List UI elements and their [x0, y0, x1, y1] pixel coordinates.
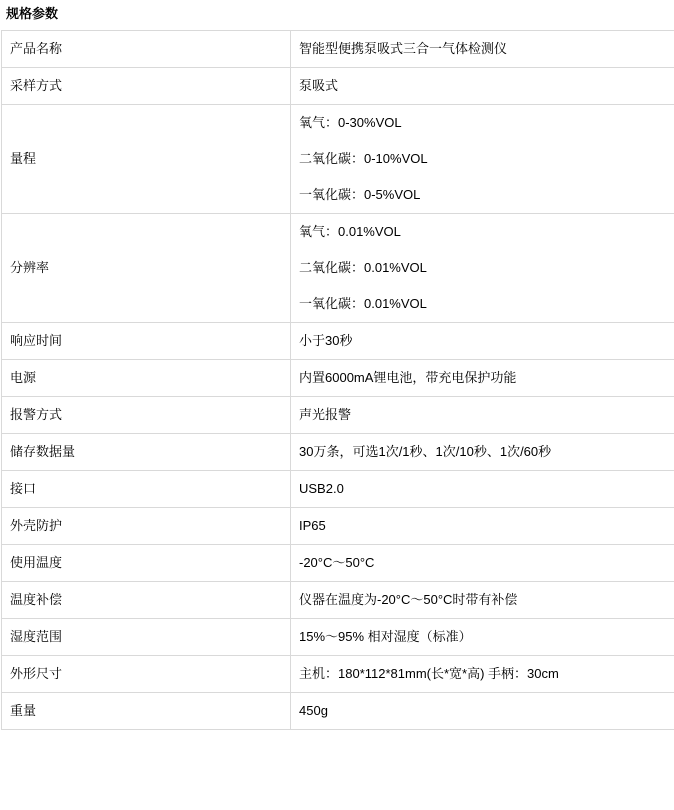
table-row	[2, 323, 674, 360]
table-row	[2, 619, 674, 656]
table-row	[2, 434, 674, 471]
table-row	[2, 656, 674, 693]
row-value	[291, 105, 674, 214]
row-value: IP65	[291, 508, 674, 545]
row-label: 湿度范围	[2, 619, 291, 656]
row-label: 外壳防护	[2, 508, 291, 545]
row-label: 响应时间	[2, 323, 291, 360]
row-value: 15%～95% 相对湿度（标准）	[291, 619, 674, 656]
page-title: 规格参数	[6, 6, 59, 21]
row-value: 内置6000mA锂电池，带充电保护功能	[291, 360, 674, 397]
row-value	[291, 214, 674, 323]
row-value-line: 二氧化碳：0-10%VOL	[299, 151, 428, 166]
table-row	[2, 105, 674, 214]
row-value: 主机：180*112*81mm(长*宽*高) 手柄：30cm	[291, 656, 674, 693]
table-row	[2, 31, 674, 68]
table-row	[2, 582, 674, 619]
row-value-line: 氧气：0.01%VOL	[299, 224, 401, 239]
row-label: 电源	[2, 360, 291, 397]
row-value: 声光报警	[291, 397, 674, 434]
table-row	[2, 214, 674, 323]
row-label: 温度补偿	[2, 582, 291, 619]
row-label: 量程	[2, 105, 291, 214]
table-row	[2, 693, 674, 730]
row-label: 重量	[2, 693, 291, 730]
row-label: 外形尺寸	[2, 656, 291, 693]
row-value: 小于30秒	[291, 323, 674, 360]
table-row	[2, 360, 674, 397]
row-label: 使用温度	[2, 545, 291, 582]
row-label: 接口	[2, 471, 291, 508]
row-value: -20°C～50°C	[291, 545, 674, 582]
row-value-line: 氧气：0-30%VOL	[299, 115, 402, 130]
table-row	[2, 68, 674, 105]
row-value-line: 一氧化碳：0.01%VOL	[299, 296, 427, 311]
row-value: 智能型便携泵吸式三合一气体检测仪	[291, 31, 674, 68]
table-row	[2, 545, 674, 582]
row-value: 30万条，可选1次/1秒、1次/10秒、1次/60秒	[291, 434, 674, 471]
table-row	[2, 397, 674, 434]
row-label: 产品名称	[2, 31, 291, 68]
table-row	[2, 471, 674, 508]
table-row	[2, 508, 674, 545]
row-value: 仪器在温度为-20°C～50°C时带有补偿	[291, 582, 674, 619]
row-value: USB2.0	[291, 471, 674, 508]
row-value: 泵吸式	[291, 68, 674, 105]
row-value-line: 二氧化碳：0.01%VOL	[299, 260, 427, 275]
row-label: 采样方式	[2, 68, 291, 105]
row-label: 储存数据量	[2, 434, 291, 471]
row-label: 分辨率	[2, 214, 291, 323]
row-value: 450g	[291, 693, 674, 730]
row-value-line: 一氧化碳：0-5%VOL	[299, 187, 421, 202]
row-label: 报警方式	[2, 397, 291, 434]
spec-table	[1, 30, 674, 730]
